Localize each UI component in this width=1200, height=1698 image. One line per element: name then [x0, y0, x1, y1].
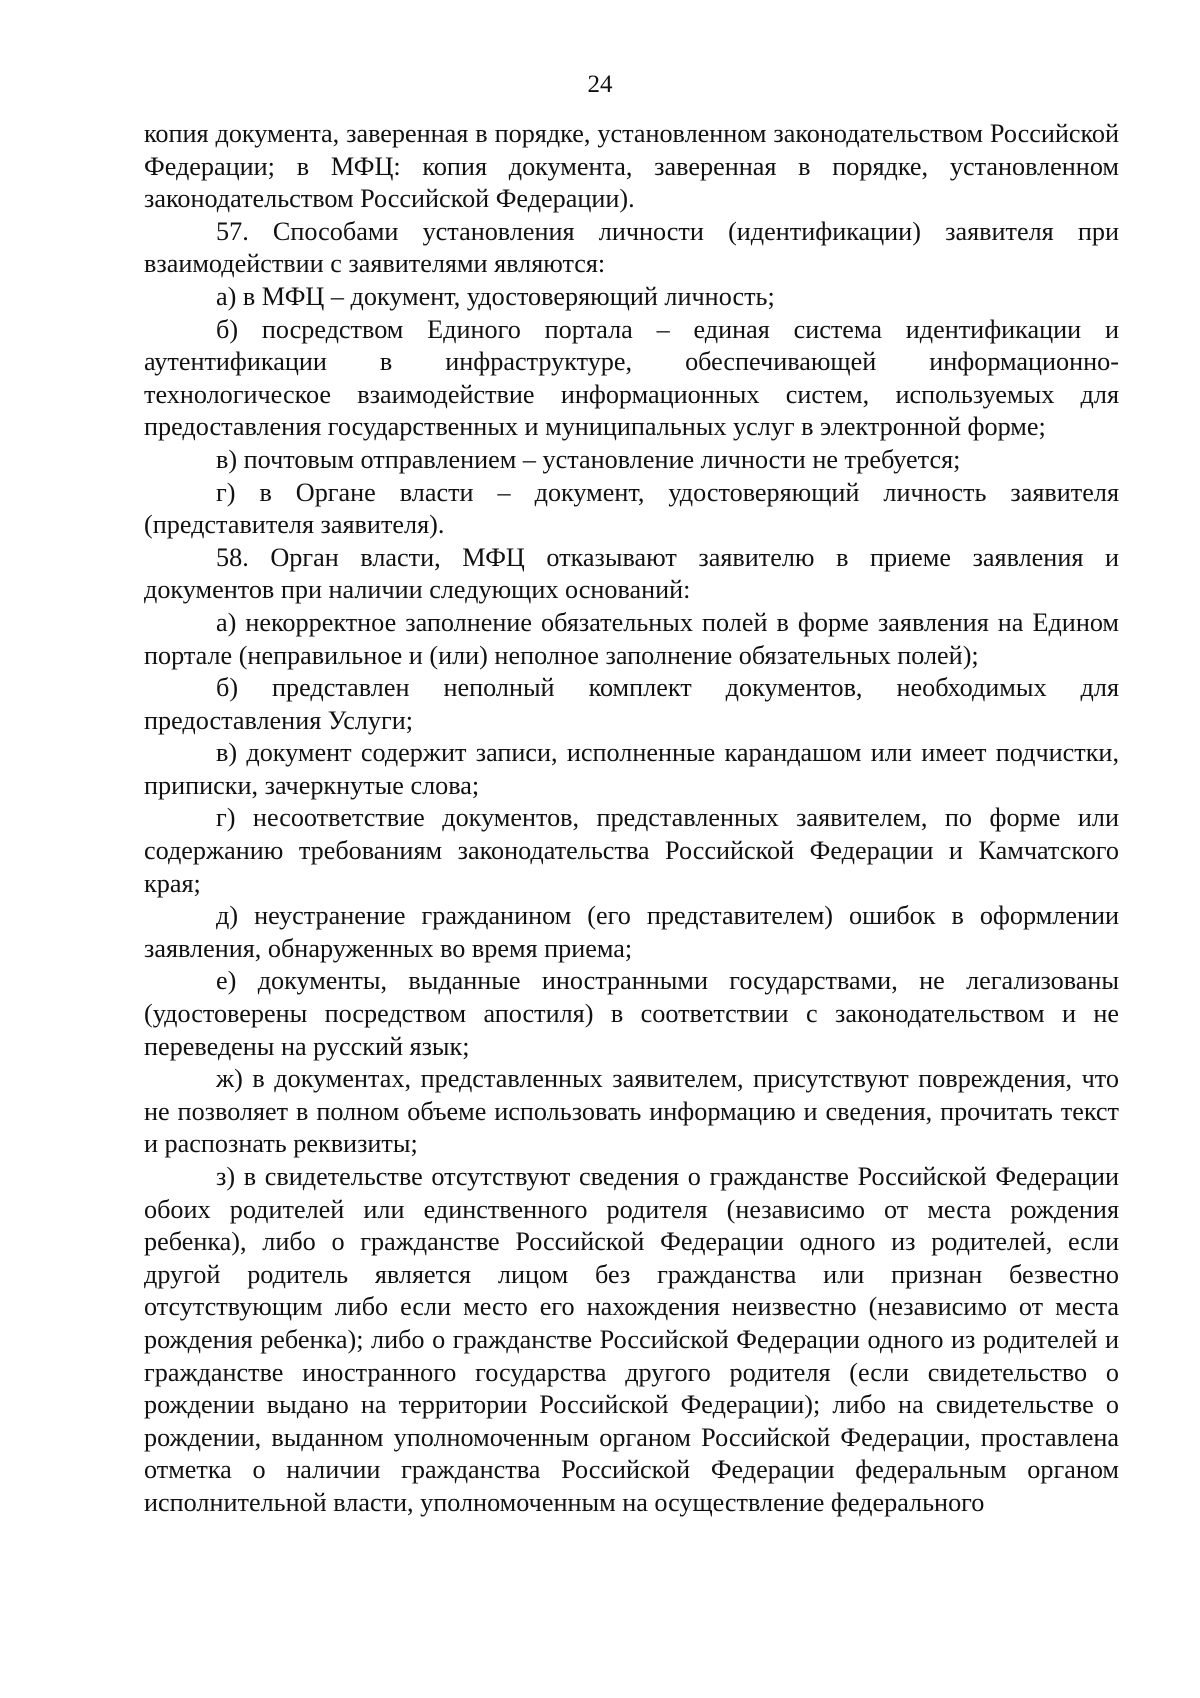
paragraph-57-item-g: г) в Органе власти – документ, удостоверяющий личность заявителя (представителя заявителя).	[144, 477, 1119, 540]
document-body	[144, 118, 1119, 1520]
paragraph-57-item-v: в) почтовым отправлением – установление личности не требуется;	[216, 444, 961, 474]
paragraph-58-item-g: г) несоответствие документов, представленных заявителем, по форме или содержанию требованиям законодательства Российской Федерации и Камчатского края;	[144, 803, 1119, 898]
paragraph-58: 58. Орган власти, МФЦ отказывают заявителю в приеме заявления и документов при наличии следующих оснований:	[144, 542, 1119, 605]
paragraph-57-item-b: б) посредством Единого портала – единая система идентификации и аутентификации в инфраструктуре, обеспечивающей информационно-технологическое взаимодействие информационных систем, используемых для предоставления государственных и муниципальных услуг в электронной форме;	[144, 314, 1119, 442]
paragraph-58-item-a: а) некорректное заполнение обязательных полей в форме заявления на Едином портале (неправильное и (или) неполное заполнение обязательных полей);	[144, 607, 1119, 670]
page-number: 24	[587, 71, 613, 98]
paragraph-57-item-a: а) в МФЦ – документ, удостоверяющий личность;	[216, 281, 775, 311]
paragraph-58-item-v: в) документ содержит записи, исполненные карандашом или имеет подчистки, приписки, зачеркнутые слова;	[144, 738, 1119, 800]
paragraph-continuation: копия документа, заверенная в порядке, установленном законодательством Российской Федерации; в МФЦ: копия документа, заверенная в порядке, установленном законодательством Российской Федерации).	[144, 119, 1119, 214]
paragraph-58-item-zh: ж) в документах, представленных заявителем, присутствуют повреждения, что не позволяет в полном объеме использовать информацию и сведения, прочитать текст и распознать реквизиты;	[144, 1064, 1119, 1159]
paragraph-58-item-e: е) документы, выданные иностранными государствами, не легализованы (удостоверены посредством апостиля) в соответствии с законодательством и не переведены на русский язык;	[144, 966, 1119, 1061]
paragraph-57: 57. Способами установления личности (идентификации) заявителя при взаимодействии с заявителями являются:	[144, 216, 1119, 279]
paragraph-58-item-b: б) представлен неполный комплект документов, необходимых для предоставления Услуги;	[144, 673, 1119, 735]
paragraph-58-item-d: д) неустранение гражданином (его представителем) ошибок в оформлении заявления, обнаруженных во время приема;	[144, 901, 1119, 963]
paragraph-58-item-z: з) в свидетельстве отсутствуют сведения о гражданстве Российской Федерации обоих родителей или единственного родителя (независимо от места рождения ребенка), либо о гражданстве Российской Федерации одного из родителей, если другой родитель является лицом без гражданства или признан безвестно отсутствующим либо если место его нахождения неизвестно (независимо от места рождения ребенка); либо о гражданстве Российской Федерации одного из родителей и гражданстве иностранного государства другого родителя (если свидетельство о рождении выдано на территории Российской Федерации); либо на свидетельстве о рождении, выданном уполномоченным органом Российской Федерации, проставлена отметка о наличии гражданства Российской Федерации федеральным органом исполнительной власти, уполномоченным на осуществление федерального	[144, 1162, 1119, 1517]
